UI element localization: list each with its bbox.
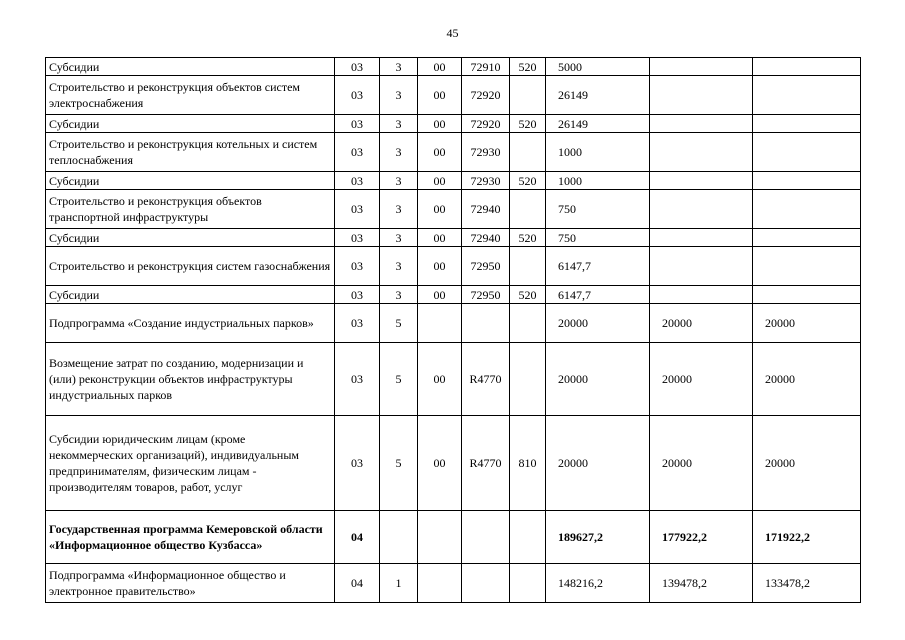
- cell-value-2: [650, 172, 753, 190]
- cell-code-3: [418, 564, 462, 603]
- cell-code-2: 3: [380, 172, 418, 190]
- cell-code-1: 04: [335, 511, 380, 564]
- cell-code-1: 03: [335, 172, 380, 190]
- cell-code-4: 72930: [462, 172, 510, 190]
- cell-code-3: 00: [418, 190, 462, 229]
- cell-name: Строительство и реконструкция объектов систем электроснабжения: [46, 76, 335, 115]
- cell-code-4: 72940: [462, 190, 510, 229]
- cell-code-1: 03: [335, 286, 380, 304]
- cell-value-1: 5000: [546, 58, 650, 76]
- cell-code-1: 03: [335, 133, 380, 172]
- cell-code-3: [418, 511, 462, 564]
- cell-name: Субсидии: [46, 172, 335, 190]
- cell-code-4: 72940: [462, 229, 510, 247]
- cell-code-1: 03: [335, 416, 380, 511]
- table-row: [46, 511, 861, 564]
- cell-value-1: 1000: [546, 133, 650, 172]
- cell-name: Подпрограмма «Создание индустриальных парков»: [46, 304, 335, 343]
- cell-code-5: 520: [510, 115, 546, 133]
- cell-value-2: 20000: [650, 304, 753, 343]
- cell-code-2: 5: [380, 343, 418, 416]
- cell-value-1: 148216,2: [546, 564, 650, 603]
- cell-value-2: 139478,2: [650, 564, 753, 603]
- cell-code-5: 520: [510, 58, 546, 76]
- cell-name: Подпрограмма «Информационное общество и электронное правительство»: [46, 564, 335, 603]
- cell-value-3: [753, 115, 861, 133]
- cell-name: Строительство и реконструкция котельных и систем теплоснабжения: [46, 133, 335, 172]
- cell-code-2: 5: [380, 416, 418, 511]
- cell-value-3: 20000: [753, 304, 861, 343]
- cell-code-4: 72950: [462, 247, 510, 286]
- cell-code-4: R4770: [462, 416, 510, 511]
- cell-code-5: [510, 247, 546, 286]
- cell-value-2: [650, 115, 753, 133]
- table-row: [46, 304, 861, 343]
- cell-code-2: 3: [380, 190, 418, 229]
- cell-code-3: [418, 304, 462, 343]
- cell-code-2: [380, 511, 418, 564]
- cell-code-4: 72910: [462, 58, 510, 76]
- cell-value-2: 177922,2: [650, 511, 753, 564]
- cell-code-5: 520: [510, 172, 546, 190]
- table-row: [46, 190, 861, 229]
- cell-value-3: [753, 247, 861, 286]
- cell-value-2: [650, 229, 753, 247]
- cell-name: Субсидии юридическим лицам (кроме некоммерческих организаций), индивидуальным предпринимателям, физическим лицам - производителям товаров, работ, услуг: [46, 416, 335, 511]
- cell-code-3: 00: [418, 58, 462, 76]
- cell-code-2: 3: [380, 286, 418, 304]
- cell-value-3: 20000: [753, 343, 861, 416]
- cell-value-1: 26149: [546, 115, 650, 133]
- cell-code-1: 03: [335, 304, 380, 343]
- budget-table: [45, 57, 861, 603]
- cell-value-2: [650, 58, 753, 76]
- cell-code-1: 03: [335, 343, 380, 416]
- table-row: [46, 76, 861, 115]
- cell-value-3: [753, 229, 861, 247]
- cell-code-4: 72920: [462, 76, 510, 115]
- cell-code-5: 520: [510, 229, 546, 247]
- cell-code-2: 3: [380, 76, 418, 115]
- cell-value-2: [650, 247, 753, 286]
- cell-name: Субсидии: [46, 286, 335, 304]
- cell-name: Субсидии: [46, 58, 335, 76]
- cell-value-1: 750: [546, 190, 650, 229]
- cell-name: Субсидии: [46, 115, 335, 133]
- cell-code-4: 72930: [462, 133, 510, 172]
- cell-code-3: 00: [418, 133, 462, 172]
- table-row: [46, 564, 861, 603]
- cell-value-3: [753, 172, 861, 190]
- cell-code-4: [462, 564, 510, 603]
- cell-value-2: [650, 286, 753, 304]
- cell-code-3: 00: [418, 286, 462, 304]
- table-row: [46, 286, 861, 304]
- cell-code-1: 03: [335, 190, 380, 229]
- cell-value-1: 20000: [546, 304, 650, 343]
- cell-code-1: 04: [335, 564, 380, 603]
- cell-code-5: [510, 304, 546, 343]
- cell-value-1: 6147,7: [546, 247, 650, 286]
- cell-code-4: 72920: [462, 115, 510, 133]
- cell-code-5: [510, 343, 546, 416]
- cell-value-3: [753, 58, 861, 76]
- cell-code-5: 810: [510, 416, 546, 511]
- cell-value-1: 20000: [546, 343, 650, 416]
- cell-value-1: 20000: [546, 416, 650, 511]
- cell-value-1: 750: [546, 229, 650, 247]
- cell-code-3: 00: [418, 229, 462, 247]
- cell-code-5: [510, 190, 546, 229]
- cell-code-4: 72950: [462, 286, 510, 304]
- cell-code-4: [462, 511, 510, 564]
- cell-code-2: 3: [380, 133, 418, 172]
- cell-code-2: 3: [380, 58, 418, 76]
- cell-code-3: 00: [418, 76, 462, 115]
- cell-value-3: 171922,2: [753, 511, 861, 564]
- cell-code-3: 00: [418, 416, 462, 511]
- table-row: [46, 343, 861, 416]
- cell-code-2: 3: [380, 247, 418, 286]
- cell-value-3: [753, 133, 861, 172]
- cell-value-1: 1000: [546, 172, 650, 190]
- cell-value-1: 26149: [546, 76, 650, 115]
- cell-code-2: 3: [380, 229, 418, 247]
- cell-value-2: 20000: [650, 343, 753, 416]
- cell-value-2: [650, 190, 753, 229]
- cell-value-3: [753, 190, 861, 229]
- cell-code-1: 03: [335, 229, 380, 247]
- cell-code-3: 00: [418, 247, 462, 286]
- cell-code-1: 03: [335, 247, 380, 286]
- cell-code-3: 00: [418, 115, 462, 133]
- cell-value-3: [753, 76, 861, 115]
- table-row: [46, 115, 861, 133]
- cell-code-2: 1: [380, 564, 418, 603]
- cell-code-4: R4770: [462, 343, 510, 416]
- cell-code-3: 00: [418, 343, 462, 416]
- cell-value-3: 133478,2: [753, 564, 861, 603]
- cell-code-5: 520: [510, 286, 546, 304]
- page-number: 45: [446, 26, 459, 40]
- cell-value-1: 189627,2: [546, 511, 650, 564]
- cell-code-2: 3: [380, 115, 418, 133]
- table-body: [46, 58, 861, 603]
- cell-code-1: 03: [335, 115, 380, 133]
- cell-value-2: 20000: [650, 416, 753, 511]
- cell-value-3: [753, 286, 861, 304]
- table-row: [46, 247, 861, 286]
- cell-code-5: [510, 76, 546, 115]
- cell-code-3: 00: [418, 172, 462, 190]
- cell-name: Возмещение затрат по созданию, модернизации и (или) реконструкции объектов инфраструктуры индустриальных парков: [46, 343, 335, 416]
- cell-code-4: [462, 304, 510, 343]
- cell-name: Государственная программа Кемеровской области «Информационное общество Кузбасса»: [46, 511, 335, 564]
- table-row: [46, 58, 861, 76]
- cell-name: Субсидии: [46, 229, 335, 247]
- cell-name: Строительство и реконструкция объектов транспортной инфраструктуры: [46, 190, 335, 229]
- table-row: [46, 172, 861, 190]
- table-row: [46, 229, 861, 247]
- cell-value-2: [650, 133, 753, 172]
- cell-value-2: [650, 76, 753, 115]
- table-row: [46, 416, 861, 511]
- cell-name: Строительство и реконструкция систем газоснабжения: [46, 247, 335, 286]
- table-row: [46, 133, 861, 172]
- cell-code-5: [510, 511, 546, 564]
- cell-code-1: 03: [335, 76, 380, 115]
- cell-value-3: 20000: [753, 416, 861, 511]
- cell-code-2: 5: [380, 304, 418, 343]
- cell-code-5: [510, 564, 546, 603]
- cell-code-1: 03: [335, 58, 380, 76]
- cell-value-1: 6147,7: [546, 286, 650, 304]
- cell-code-5: [510, 133, 546, 172]
